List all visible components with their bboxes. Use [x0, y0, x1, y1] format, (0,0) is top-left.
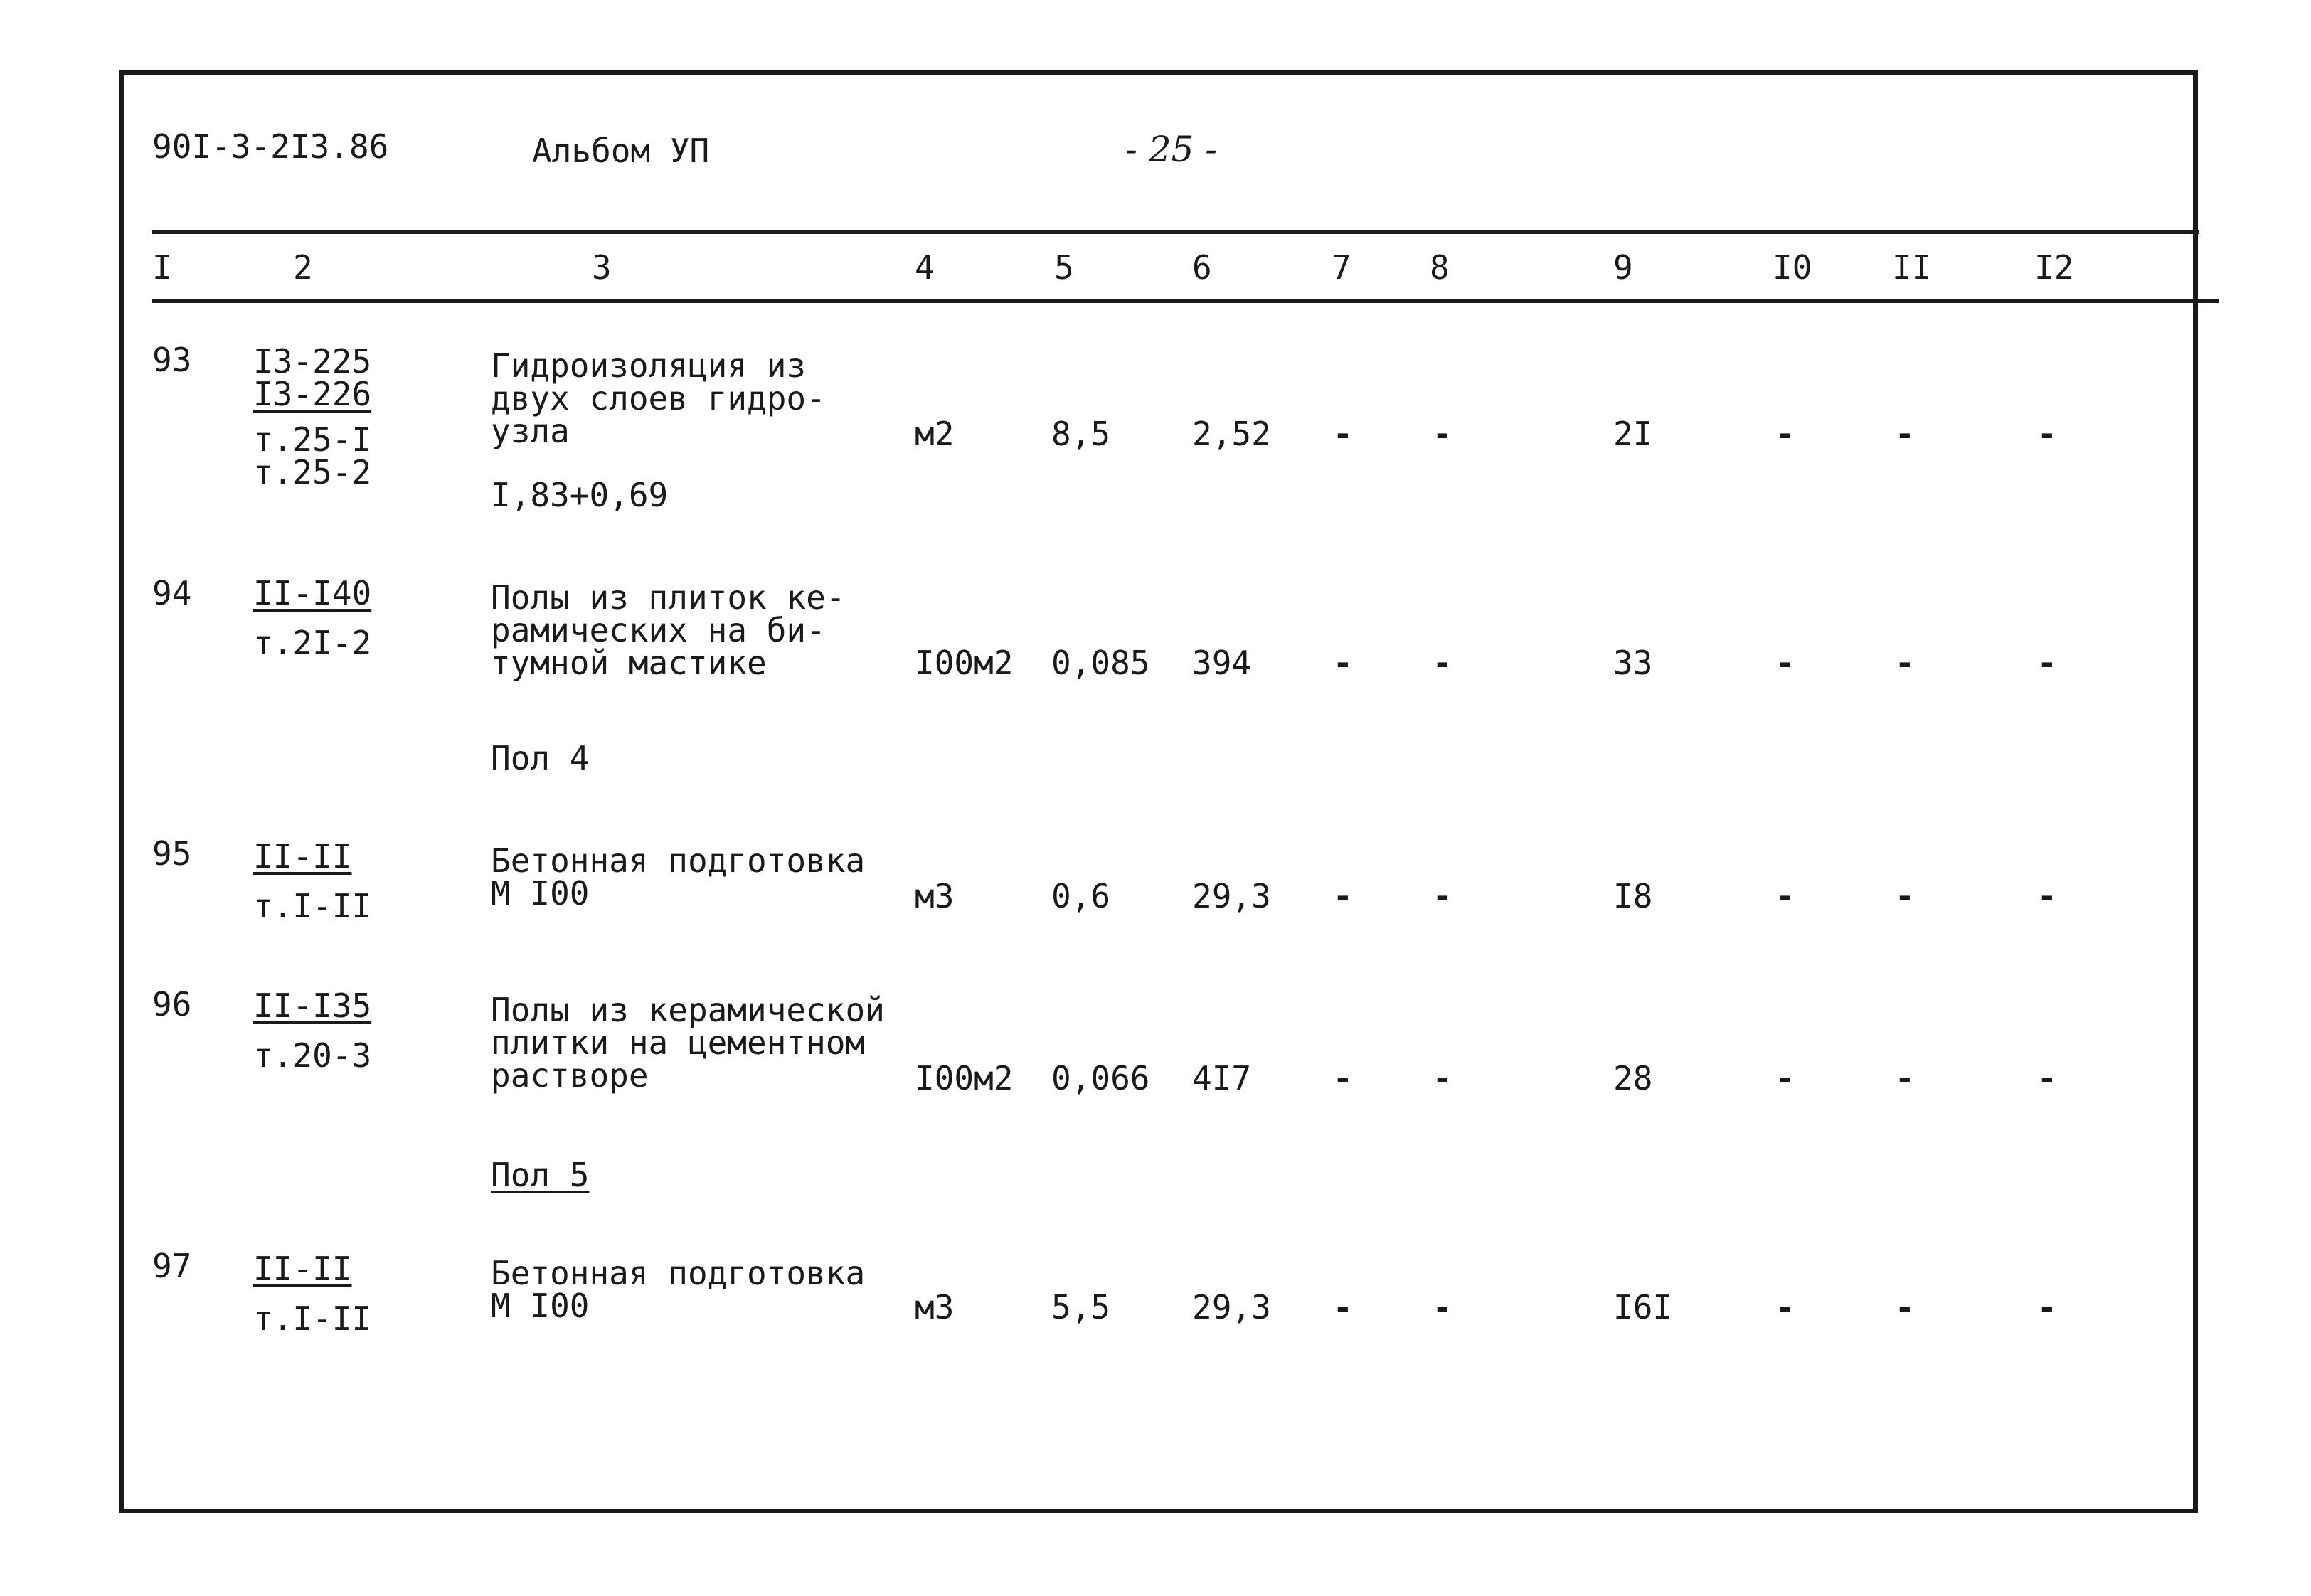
unit-price: 394	[1192, 644, 1252, 682]
unit: м3	[915, 877, 955, 915]
description-line: рамических на би-	[491, 611, 826, 649]
reference-code: II-II	[253, 837, 352, 876]
unit-price: 29,3	[1192, 877, 1271, 915]
reference-code: II-I40	[253, 574, 372, 612]
col8-value: -	[1433, 644, 1452, 682]
row-number: 95	[152, 834, 192, 873]
description-line: Бетонная подготовка	[491, 1254, 866, 1292]
unit: м2	[915, 415, 955, 453]
col11-value: -	[1895, 644, 1915, 682]
row-number: 93	[152, 341, 192, 379]
col9-value: I6I	[1613, 1288, 1673, 1326]
col11-value: -	[1895, 1288, 1915, 1326]
col9-value: 2I	[1613, 415, 1653, 453]
column-header-4: 4	[915, 248, 935, 287]
column-header-3: 3	[592, 248, 612, 287]
col7-value: -	[1333, 1288, 1353, 1326]
description-line: тумной мастике	[491, 644, 767, 682]
description-line: Полы из плиток ке-	[491, 578, 846, 617]
row-number: 96	[152, 985, 192, 1023]
quantity: 8,5	[1051, 415, 1111, 453]
header-rule-bottom	[152, 299, 2219, 303]
col7-value: -	[1333, 644, 1353, 682]
reference-code: II-I35	[253, 986, 372, 1025]
col11-value: -	[1895, 415, 1915, 453]
col12-value: -	[2037, 877, 2057, 915]
table-reference: т.25-2	[253, 453, 372, 491]
unit: I00м2	[915, 644, 1014, 682]
col8-value: -	[1433, 1059, 1452, 1097]
col10-value: -	[1775, 415, 1795, 453]
col8-value: -	[1433, 877, 1452, 915]
table-reference: т.20-3	[253, 1036, 372, 1075]
row-number: 94	[152, 574, 192, 612]
column-header-1: I	[152, 248, 172, 287]
unit-price: 2,52	[1192, 415, 1271, 453]
table-reference: т.I-II	[253, 887, 372, 925]
table-reference: т.2I-2	[253, 624, 372, 662]
col12-value: -	[2037, 1059, 2057, 1097]
formula-note: I,83+0,69	[491, 476, 669, 514]
col8-value: -	[1433, 415, 1452, 453]
unit-price: 29,3	[1192, 1288, 1271, 1326]
description-line: плитки на цементном	[491, 1023, 866, 1062]
unit-price: 4I7	[1192, 1059, 1252, 1097]
reference-code: II-II	[253, 1250, 352, 1288]
column-header-8: 8	[1430, 248, 1450, 287]
description-line: растворе	[491, 1056, 649, 1095]
col12-value: -	[2037, 1288, 2057, 1326]
col12-value: -	[2037, 415, 2057, 453]
column-header-5: 5	[1054, 248, 1074, 287]
page-number: - 25 -	[1125, 129, 1218, 170]
column-header-6: 6	[1192, 248, 1212, 287]
page-frame	[119, 70, 2198, 1513]
section-heading: Пол 4	[491, 739, 590, 777]
column-header-2: 2	[293, 248, 313, 287]
section-heading: Пол 5	[491, 1156, 590, 1194]
col9-value: I8	[1613, 877, 1653, 915]
description-line: М I00	[491, 874, 590, 913]
col10-value: -	[1775, 877, 1795, 915]
quantity: 0,066	[1051, 1059, 1150, 1097]
col11-value: -	[1895, 877, 1915, 915]
header-rule-top	[152, 230, 2199, 234]
quantity: 0,6	[1051, 877, 1111, 915]
table-reference: т.25-I	[253, 420, 372, 459]
description-line: двух слоев гидро-	[491, 379, 826, 417]
col7-value: -	[1333, 415, 1353, 453]
col11-value: -	[1895, 1059, 1915, 1097]
quantity: 5,5	[1051, 1288, 1111, 1326]
col9-value: 33	[1613, 644, 1653, 682]
column-header-10: I0	[1773, 248, 1812, 287]
description-line: Бетонная подготовка	[491, 841, 866, 880]
unit: I00м2	[915, 1059, 1014, 1097]
reference-code: I3-225	[253, 342, 372, 381]
col12-value: -	[2037, 644, 2057, 682]
description-line: Гидроизоляция из	[491, 346, 807, 385]
col7-value: -	[1333, 1059, 1353, 1097]
column-header-7: 7	[1332, 248, 1351, 287]
col10-value: -	[1775, 1288, 1795, 1326]
description-line: узла	[491, 412, 570, 450]
table-reference: т.I-II	[253, 1299, 372, 1338]
description-line: Полы из керамической	[491, 991, 885, 1029]
album-label: Альбом УП	[532, 132, 710, 170]
col7-value: -	[1333, 877, 1353, 915]
unit: м3	[915, 1288, 955, 1326]
row-number: 97	[152, 1247, 192, 1285]
col10-value: -	[1775, 644, 1795, 682]
quantity: 0,085	[1051, 644, 1150, 682]
description-line: М I00	[491, 1287, 590, 1325]
reference-code: I3-226	[253, 375, 372, 413]
column-header-9: 9	[1613, 248, 1633, 287]
document-code: 90I-3-2I3.86	[152, 127, 389, 166]
col9-value: 28	[1613, 1059, 1653, 1097]
column-header-11: II	[1892, 248, 1932, 287]
col8-value: -	[1433, 1288, 1452, 1326]
column-header-12: I2	[2034, 248, 2074, 287]
col10-value: -	[1775, 1059, 1795, 1097]
